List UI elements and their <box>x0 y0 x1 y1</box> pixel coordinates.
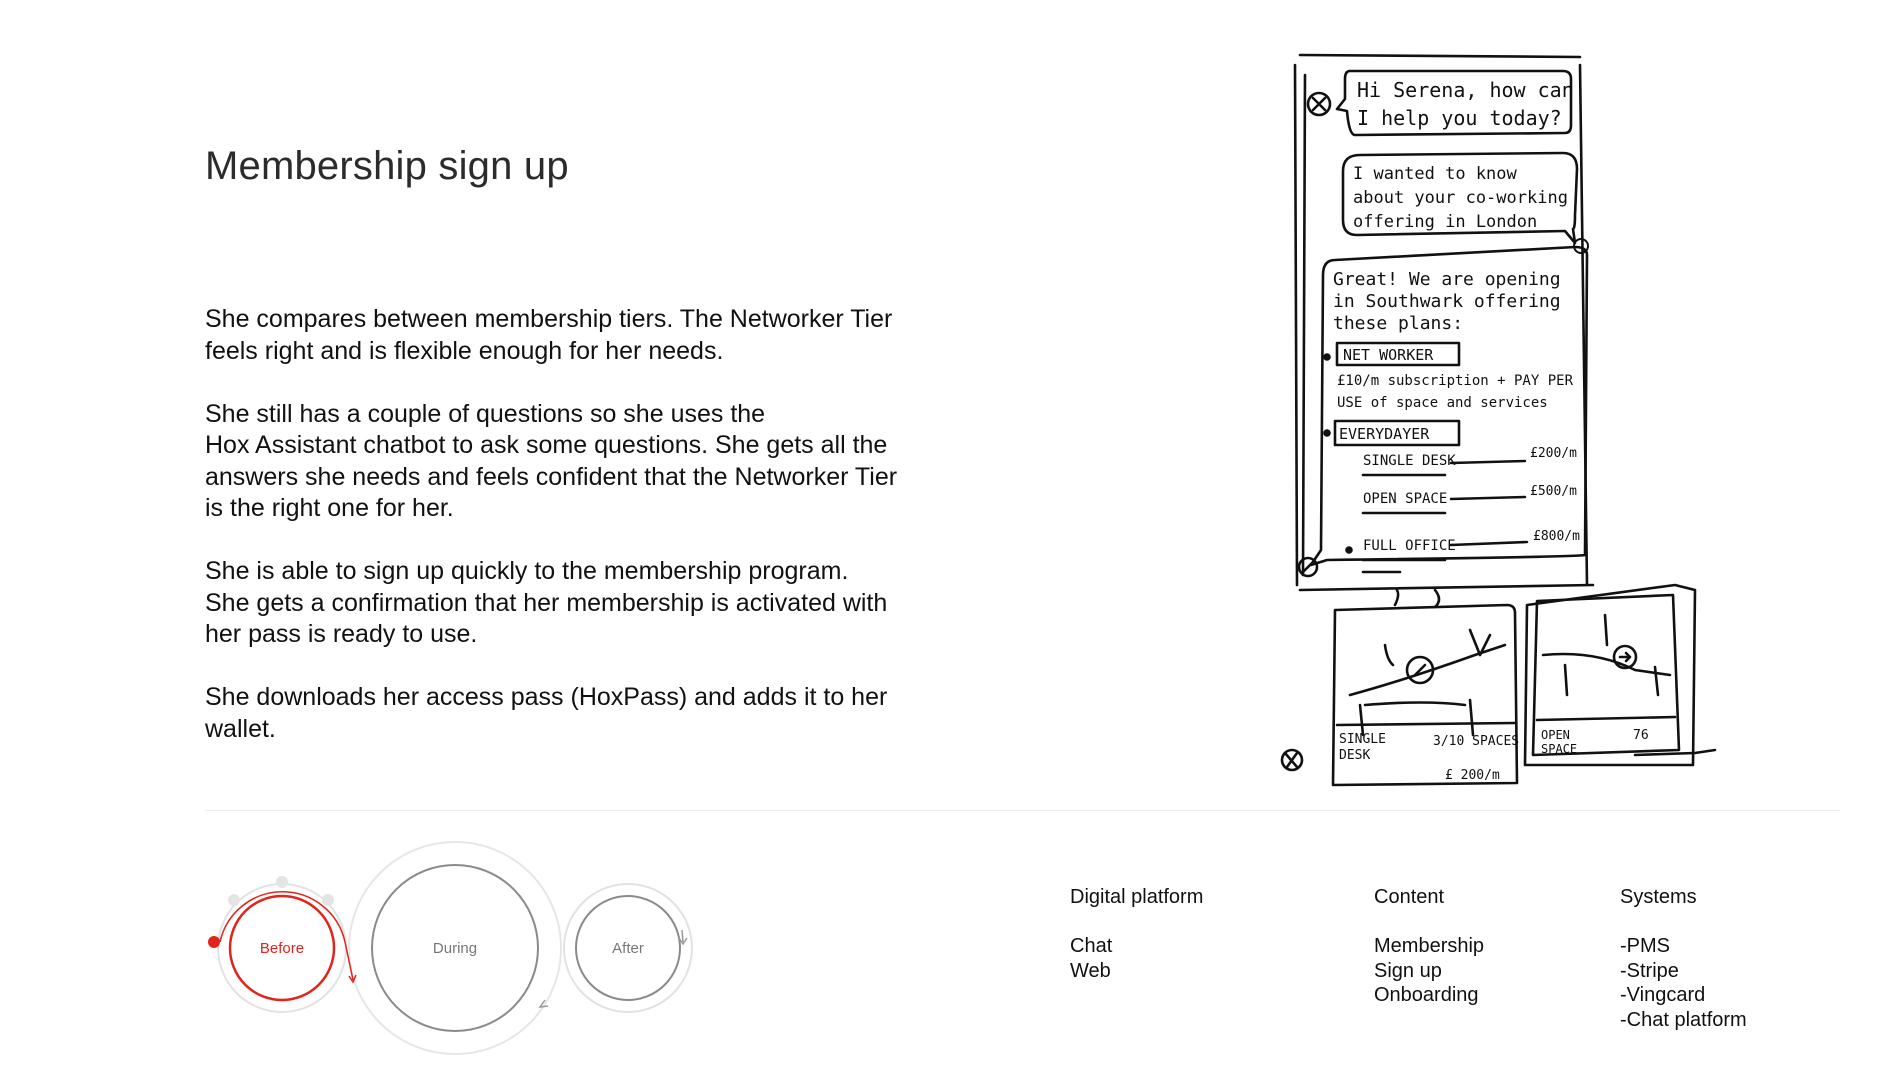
card-availability: 76 <box>1633 728 1649 743</box>
column-item: -PMS <box>1620 935 1670 957</box>
tier-description: £10/m subscription + PAY PER <box>1337 373 1574 389</box>
description <box>205 304 965 777</box>
plan-name: OPEN SPACE <box>1363 491 1448 507</box>
card-title: SINGLE <box>1339 732 1386 747</box>
close-icon <box>1308 93 1330 115</box>
page-title: Membership sign up <box>205 144 569 188</box>
divider <box>205 810 1840 811</box>
digital-platform-column <box>1070 885 1203 983</box>
paragraph: She downloads her access pass (HoxPass) and adds it to her wallet. <box>205 683 888 743</box>
bot-message-line: in Southwark offering <box>1333 291 1561 312</box>
user-message-line: offering in London <box>1353 212 1538 232</box>
phase-after <box>576 896 680 1000</box>
plan-name: FULL OFFICE <box>1363 538 1456 554</box>
bot-message-line: I help you today? <box>1357 106 1562 130</box>
bot-message-line: these plans: <box>1333 313 1464 334</box>
bot-message-line: Hi Serena, how can <box>1357 78 1574 102</box>
paragraph: She compares between membership tiers. The Networker Tier feels right and is flexible enough for her needs. <box>205 305 893 365</box>
tier-name: NET WORKER <box>1343 346 1434 364</box>
journey-phase-diagram <box>200 830 720 1060</box>
plan-price: £200/m <box>1530 446 1577 461</box>
column-heading: Content <box>1374 886 1445 908</box>
card-title: OPEN <box>1541 728 1570 742</box>
column-item: -Stripe <box>1620 959 1679 982</box>
phase-label: Before <box>259 940 305 957</box>
column-item: Membership <box>1374 935 1485 957</box>
chatbot-sketch <box>1275 45 1755 795</box>
column-item: Chat <box>1070 935 1113 957</box>
phase-label: During <box>432 940 478 957</box>
plan-name: SINGLE DESK <box>1363 453 1456 469</box>
tier-description: USE of space and services <box>1337 395 1548 411</box>
column-item: Web <box>1070 959 1111 982</box>
close-icon <box>1282 750 1302 770</box>
phase-label: After <box>612 940 644 957</box>
tier-name: EVERYDAYER <box>1339 425 1430 443</box>
plan-price: £800/m <box>1533 529 1580 544</box>
bot-message-line: Great! We are opening <box>1333 269 1561 290</box>
plan-price: £500/m <box>1530 484 1577 499</box>
attachment-icon <box>1299 558 1317 576</box>
phase-during <box>372 865 538 1031</box>
user-message-line: I wanted to know <box>1353 164 1517 184</box>
paragraph: She is able to sign up quickly to the membership program. She gets a confirmation that her membership is activated with her pass is ready to use. <box>205 557 888 648</box>
column-item: -Vingcard <box>1620 984 1706 1006</box>
card-title: DESK <box>1339 748 1371 763</box>
card-price: £ 200/m <box>1445 768 1500 783</box>
card-availability: 3/10 SPACES <box>1433 734 1520 749</box>
column-heading: Digital platform <box>1070 886 1204 908</box>
column-heading: Systems <box>1620 886 1697 908</box>
column-item: Onboarding <box>1374 984 1479 1006</box>
paragraph: She still has a couple of questions so she uses the Hox Assistant chatbot to ask some questions. She gets all the answers she needs and feels confident that the Networker Tier is the right one for her. <box>205 399 898 522</box>
column-item: -Chat platform <box>1620 1008 1747 1031</box>
phase-before <box>230 896 334 1000</box>
column-item: Sign up <box>1374 959 1442 982</box>
systems-column <box>1620 885 1747 1032</box>
card-title: SPACE <box>1541 742 1578 756</box>
content-column <box>1374 885 1484 1008</box>
user-message-line: about your co-working <box>1353 188 1568 208</box>
